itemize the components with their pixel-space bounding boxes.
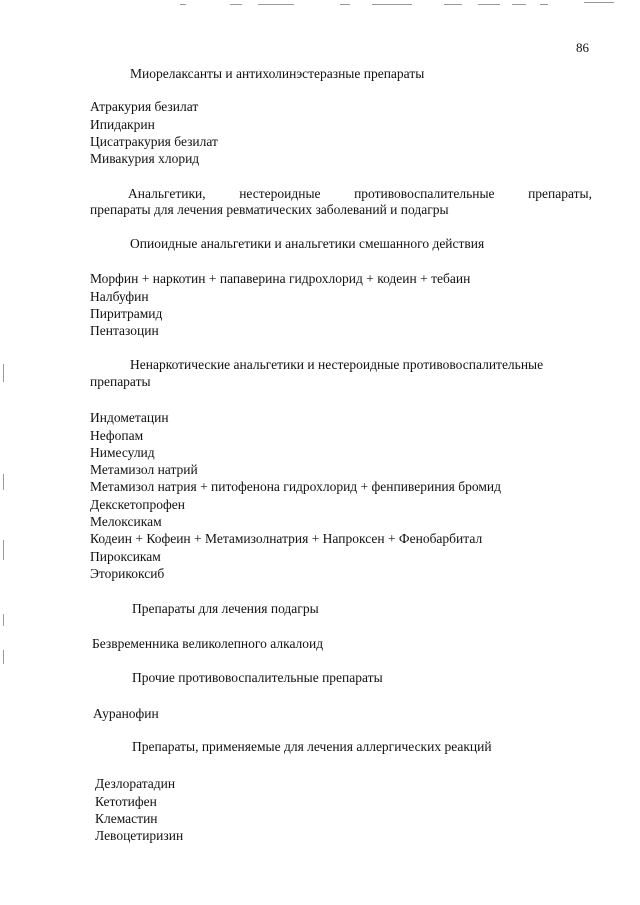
scan-artifact-top [180, 4, 186, 5]
list-item: Левоцетиризин [95, 828, 184, 843]
list-item: Дезлоратадин [95, 776, 176, 791]
list-item: Пироксикам [90, 549, 161, 564]
scan-artifact-left [3, 364, 4, 382]
scan-artifact-top [540, 4, 548, 5]
scan-artifact-left [3, 540, 4, 560]
section-heading: Препараты для лечения подагры [132, 601, 319, 616]
section-heading: Прочие противовоспалительные препараты [132, 670, 383, 685]
list-item: Морфин + наркотин + папаверина гидрохлорид + кодеин + тебаин [90, 271, 471, 286]
scan-artifact-left [3, 614, 4, 626]
scan-artifact-top [372, 4, 412, 5]
list-item: Метамизол натрия + питофенона гидрохлорид + фенпивериния бромид [90, 479, 501, 494]
list-item: Метамизол натрий [90, 462, 198, 477]
list-item: Атракурия безилат [90, 99, 199, 114]
list-item: Мелоксикам [90, 514, 162, 529]
list-item: Налбуфин [90, 289, 149, 304]
heading-word: противовоспалительные [354, 186, 495, 201]
scan-artifact-left [3, 650, 4, 664]
section-heading: Опиоидные анальгетики и анальгетики смешанного действия [130, 236, 485, 251]
list-item: Ауранофин [93, 706, 159, 721]
section-heading [128, 185, 592, 202]
list-item: Эторикоксиб [90, 566, 165, 581]
scan-artifact-top [340, 4, 350, 5]
list-item: Нефопам [90, 428, 144, 443]
list-item: Индометацин [90, 410, 169, 425]
list-item: Кетотифен [95, 794, 157, 809]
list-item: Цисатракурия безилат [90, 134, 218, 149]
section-heading: Ненаркотические анальгетики и нестероидные противовоспалительные [130, 357, 544, 372]
list-item: Ипидакрин [90, 117, 155, 132]
list-item: Декскетопрофен [90, 497, 185, 512]
list-item: Пиритрамид [90, 306, 163, 321]
list-item: Пентазоцин [90, 323, 159, 338]
list-item: Мивакурия хлорид [90, 151, 200, 166]
scan-artifact-top [478, 4, 500, 5]
heading-line-1 [128, 185, 592, 202]
heading-line-2: препараты для лечения ревматических заболеваний и подагры [90, 202, 449, 217]
scan-artifact-top [512, 4, 526, 5]
scan-artifact-top [230, 4, 242, 5]
section-heading: Миорелаксанты и антихолинэстеразные препараты [130, 66, 425, 81]
list-item: Кодеин + Кофеин + Метамизолнатрия + Напроксен + Фенобарбитал [90, 531, 483, 546]
list-item: Клемастин [95, 811, 158, 826]
heading-word: нестероидные [239, 186, 321, 201]
list-item: Нимесулид [90, 445, 155, 460]
heading-line-2: препараты [90, 374, 151, 389]
scan-artifact-top [584, 2, 614, 3]
scan-artifact-left [3, 474, 4, 490]
list-item: Безвременника великолепного алкалоид [92, 636, 324, 651]
heading-word: препараты, [528, 186, 592, 201]
scan-artifact-top [444, 4, 462, 5]
section-heading: Препараты, применяемые для лечения аллергических реакций [132, 739, 492, 754]
page-number: 86 [576, 40, 589, 55]
heading-word: Анальгетики, [128, 186, 206, 201]
scan-artifact-top [258, 4, 294, 5]
